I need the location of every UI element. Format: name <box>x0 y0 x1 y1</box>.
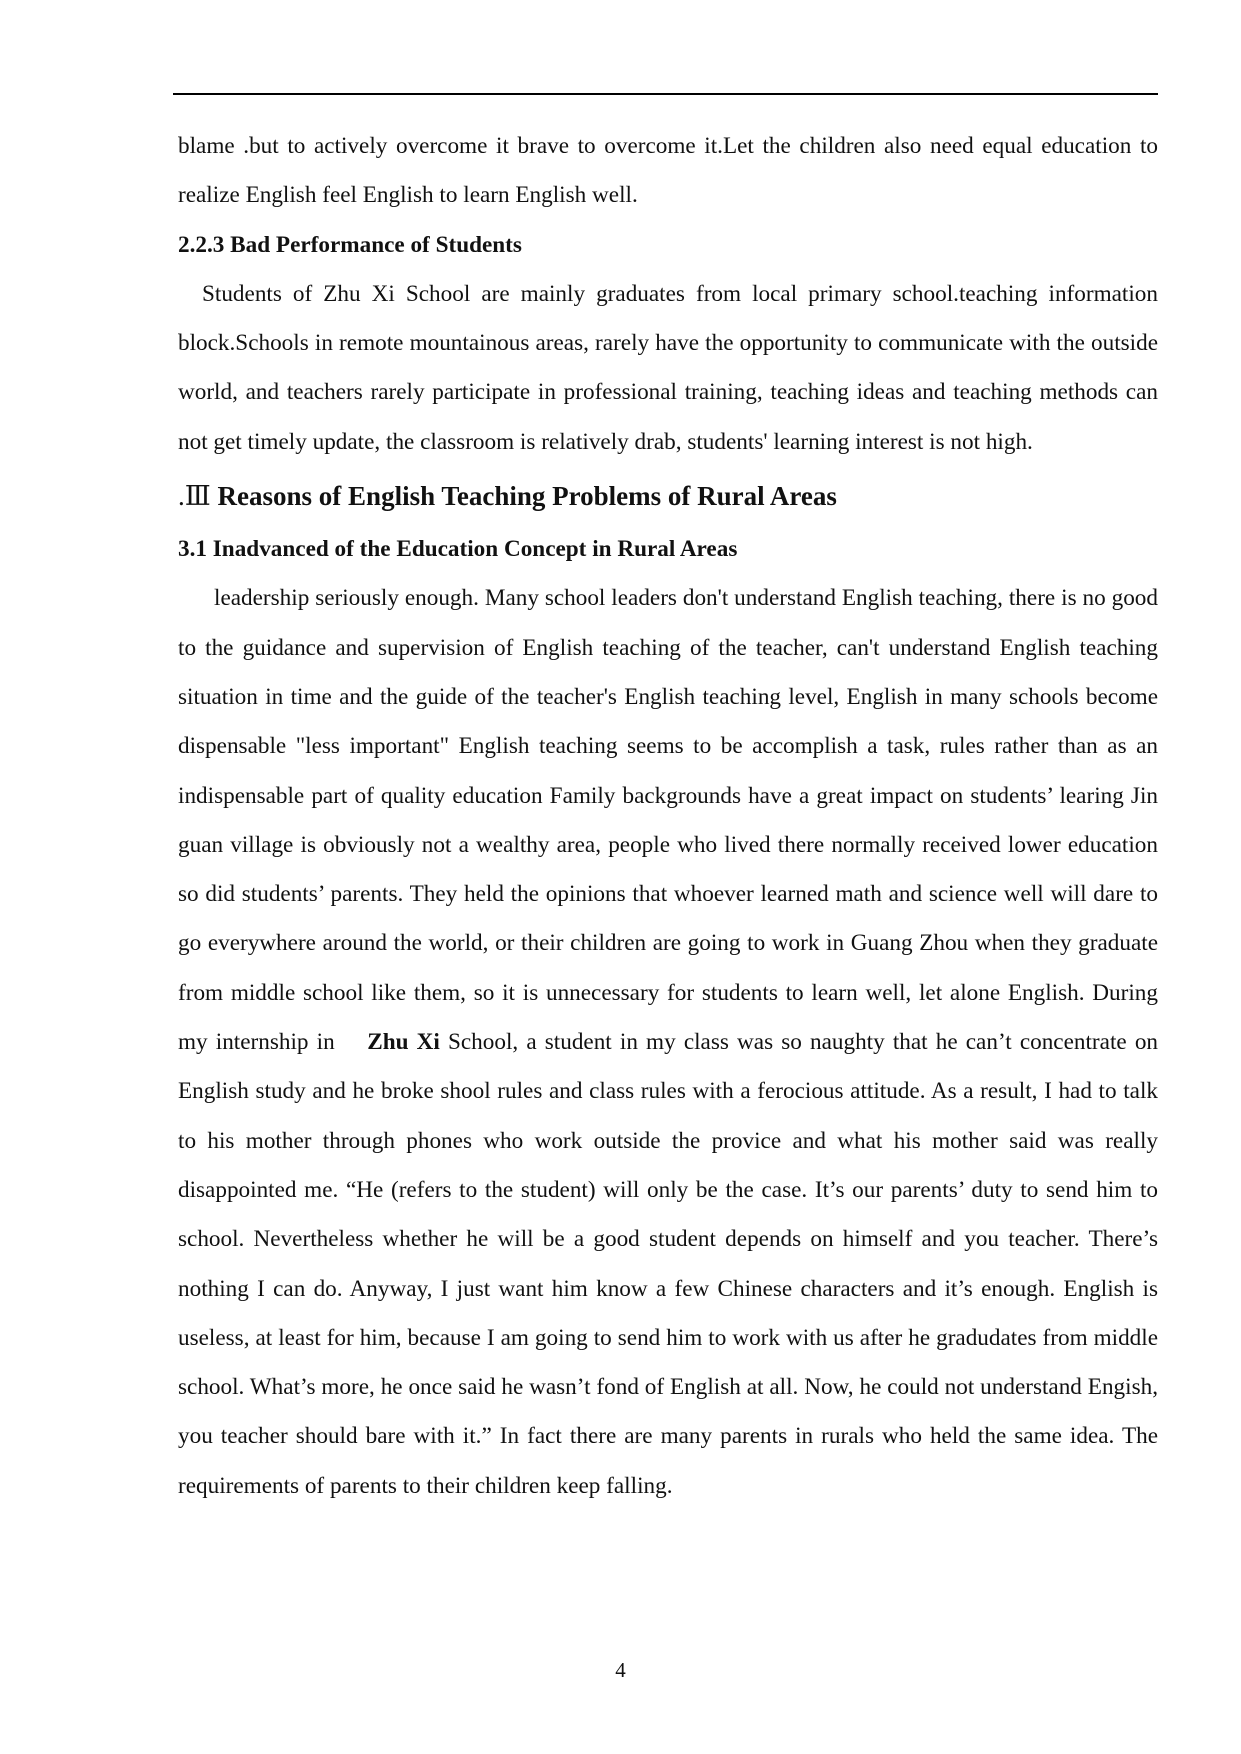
page-body <box>178 122 1158 1511</box>
chapter-title: Reasons of English Teaching Problems of Rural Areas <box>217 481 837 512</box>
paragraph-text-part-1: leadership seriously enough. Many school leaders don't understand English teaching, there is no good to the guidance and supervision of English teaching of the teacher, can't understand English teaching situation in time and the guide of the teacher's English teaching level, English in many schools become dispensable "less important" English teaching seems to be accomplish a task, rules rather than as an indispensable part of quality education Family backgrounds have a great impact on students’ learing Jin guan village is obviously not a wealthy area, people who lived there normally received lower education so did students’ parents. They held the opinions that whoever learned math and science well will dare to go everywhere around the world, or their children are going to work in Guang Zhou when they graduate from middle school like them, so it is unnecessary for students to learn well, let alone English. During my internship in <box>178 585 1158 1056</box>
paragraph-continuation: blame .but to actively overcome it brave to overcome it.Let the children also need equal education to realize English feel English to learn English well. <box>178 133 1158 209</box>
header-rule <box>173 93 1158 95</box>
bold-school-name: Zhu Xi <box>367 1029 440 1056</box>
paragraph-student-performance: Students of Zhu Xi School are mainly graduates from local primary school.teaching information block.Schools in remote mountainous areas, rarely have the opportunity to communicate with the outside world, and teachers rarely participate in professional training, teaching ideas and teaching methods can not get timely update, the classroom is relatively drab, students' learning interest is not high. <box>178 280 1158 455</box>
paragraph-text-part-2: School, a student in my class was so naughty that he can’t concentrate on English study and he broke shool rules and class rules with a ferocious attitude. As a result, I had to talk to his mother through phones who work outside the provice and what his mother said was really disappointed me. “He (refers to the student) will only be the case. It’s our parents’ duty to send him to school. Nevertheless whether he will be a good student depends on himself and you teacher. There’s nothing I can do. Anyway, I just want him know a few Chinese characters and it’s enough. English is useless, at least for him, because I am going to send him to work with us after he gradudates from middle school. What’s more, he once said he wasn’t fond of English at all. Now, he could not understand Engish, you teacher should bare with it.” In fact there are many parents in rurals who held the same idea. The requirements of parents to their children keep falling. <box>178 1029 1159 1499</box>
chapter-heading-3 <box>178 467 1158 525</box>
page-number: 4 <box>615 1658 626 1682</box>
section-heading-3-1: 3.1 Inadvanced of the Education Concept in Rural Areas <box>178 536 738 563</box>
paragraph-education-concept <box>178 574 1158 1511</box>
section-heading-2-2-3: 2.2.3 Bad Performance of Students <box>178 231 522 258</box>
chapter-number: .Ⅲ <box>178 481 211 512</box>
